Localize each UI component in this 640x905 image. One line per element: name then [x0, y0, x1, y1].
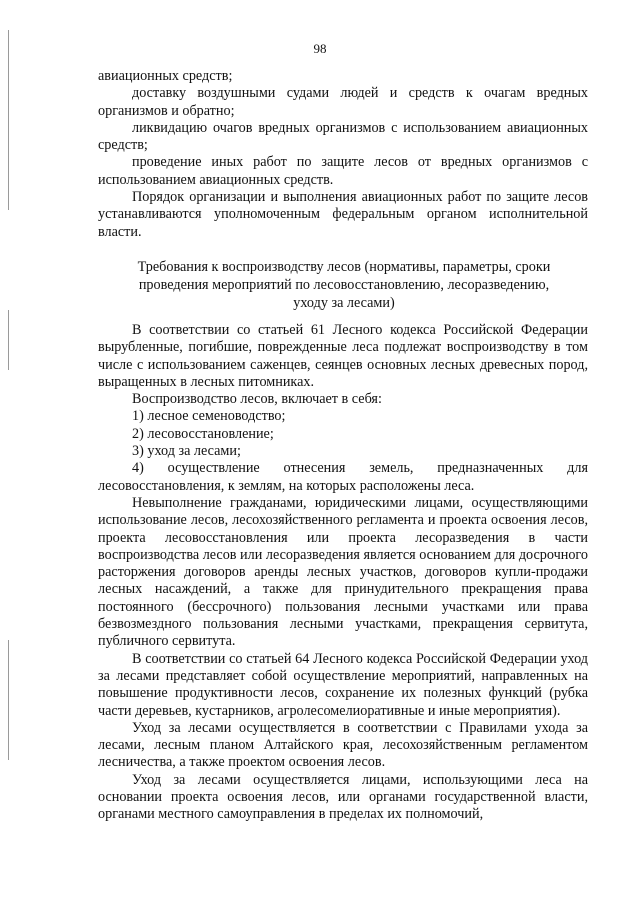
paragraph: В соответствии со статьей 61 Лесного кодекса Российской Федерации вырубленные, погибшие, поврежденные леса подлежат воспроизводству в том числе с использованием саженцев, сеянцев основных лесных древесных пород, выращенных в лесных питомниках. — [98, 322, 588, 390]
scan-margin-line — [8, 640, 9, 760]
paragraph: В соответствии со статьей 64 Лесного кодекса Российской Федерации уход за лесами представляет собой осуществление мероприятий, направленных на повышение продуктивности лесов, сохранение их полезных функций (рубка части деревьев, кустарников, агролесомелиоративные и иные мероприятия). — [98, 650, 588, 719]
paragraph: Воспроизводство лесов, включает в себя: — [132, 391, 382, 408]
scan-margin-line — [8, 310, 9, 370]
list-item: 4) осуществление отнесения земель, предназначенных для лесовосстановления, к землям, на которых расположены леса. — [98, 460, 588, 494]
list-item: 3) уход за лесами; — [132, 443, 241, 460]
paragraph: Порядок организации и выполнения авиационных работ по защите лесов устанавливаются уполномоченным федеральным органом исполнительной власти. — [98, 189, 588, 240]
top-text-block — [98, 68, 588, 241]
main-text-block — [98, 322, 588, 824]
page-number: 98 — [313, 41, 327, 56]
list-item: 2) лесовосстановление; — [132, 425, 274, 442]
paragraph: Невыполнение гражданами, юридическими лицами, осуществляющими использование лесов, лесохозяйственного регламента и проекта освоения лесов, проекта лесовосстановления или проекта лесоразведения в части воспроизводства лесов или лесоразведения является основанием для досрочного расторжения договоров аренды лесных участков, договоров купли-продажи лесных насаждений, а также для принудительного прекращения права постоянного (бессрочного) пользования лесными участками или права безвозмездного пользования лесными участками, прекращения сервитута, публичного сервитута. — [98, 494, 588, 650]
section-heading: Требования к воспроизводству лесов (нормативы, параметры, сроки проведения мероприятий по лесовосстановлению, лесоразведению, уходу за лесами) — [137, 259, 551, 311]
paragraph: проведение иных работ по защите лесов от вредных организмов с использованием авиационных средств. — [98, 154, 588, 188]
paragraph: Уход за лесами осуществляется в соответствии с Правилами ухода за лесами, лесным планом Алтайского края, лесохозяйственным регламентом лесничества, а также проектом освоения лесов. — [98, 719, 588, 771]
list-item: 1) лесное семеноводство; — [132, 408, 286, 425]
paragraph: авиационных средств; — [98, 68, 233, 84]
paragraph: ликвидацию очагов вредных организмов с использованием авиационных средств; — [98, 119, 588, 154]
paragraph: Уход за лесами осуществляется лицами, использующими леса на основании проекта освоения лесов, или органами государственной власти, органами местного самоуправления в пределах их полномочий, — [98, 771, 588, 823]
paragraph: доставку воздушными судами людей и средств к очагам вредных организмов и обратно; — [98, 85, 588, 119]
